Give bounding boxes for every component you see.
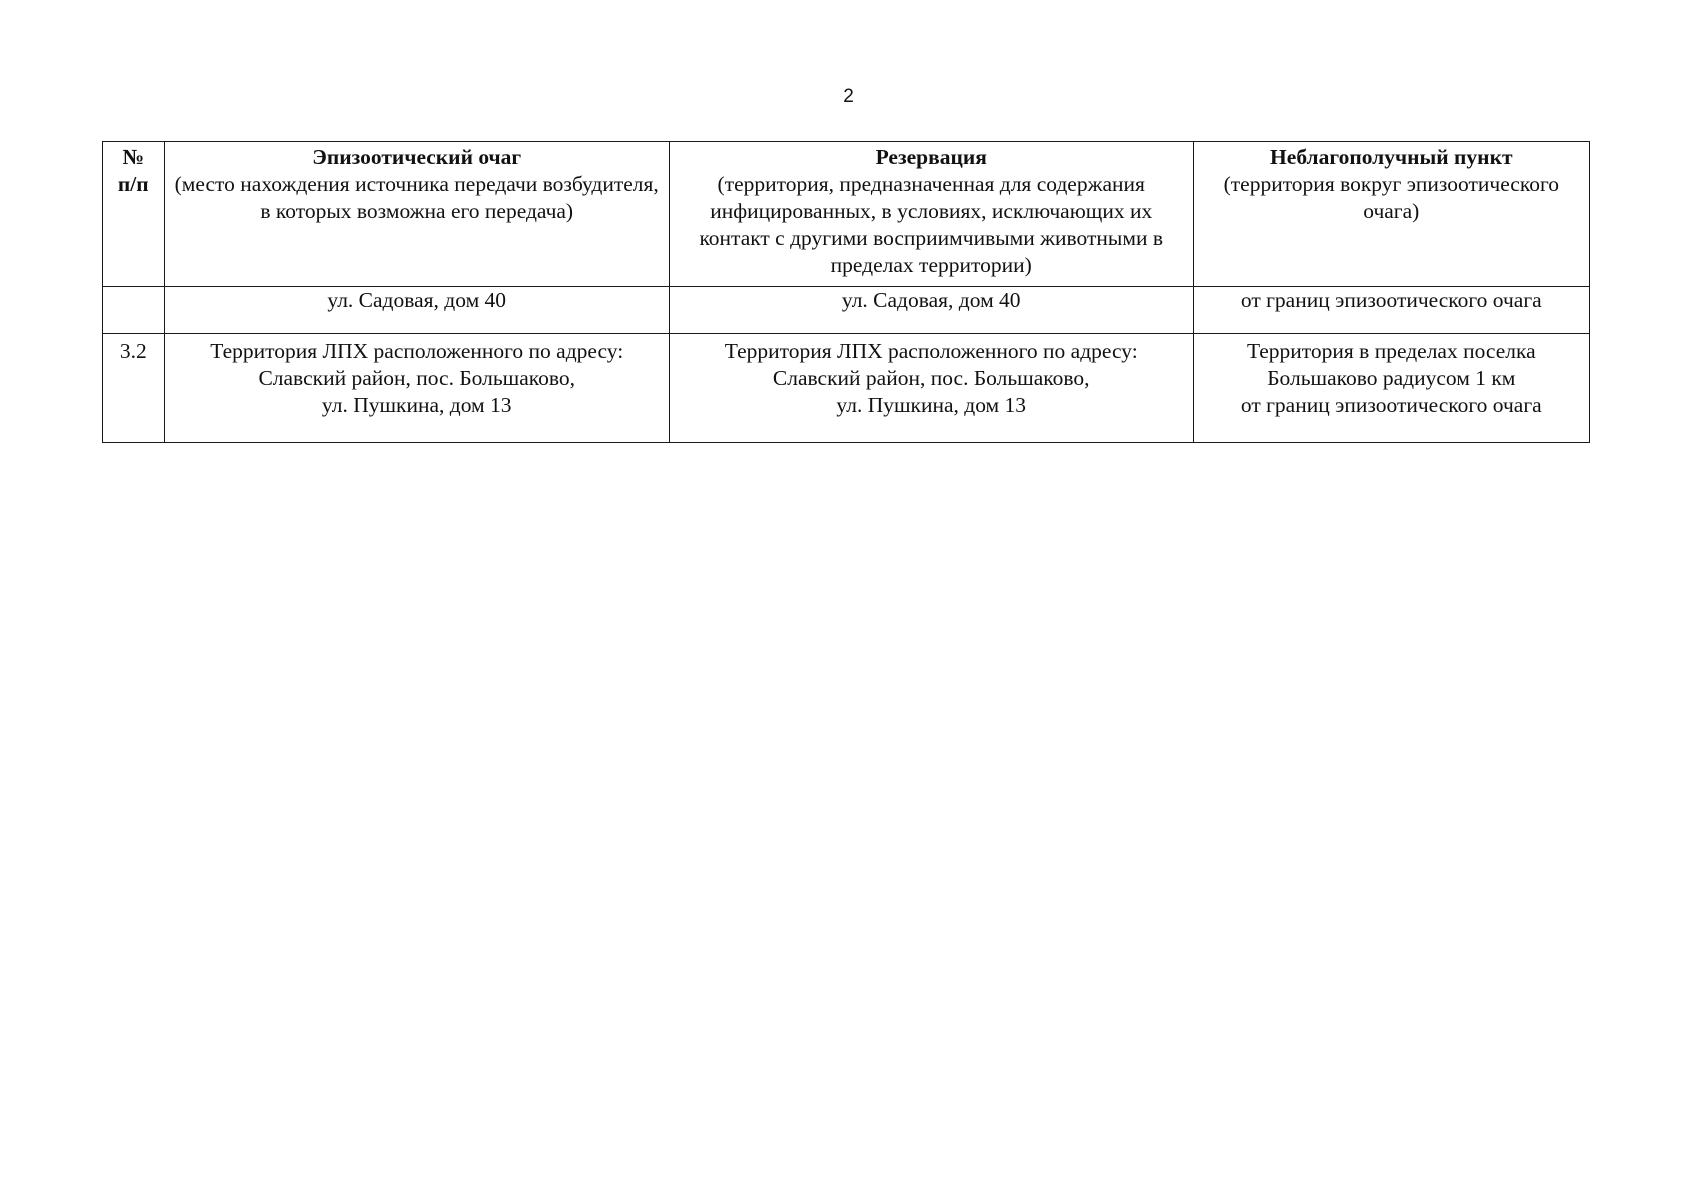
table-row	[103, 334, 1590, 443]
table-row	[103, 287, 1590, 334]
cell-line: Территория ЛПХ расположенного по адресу:	[210, 339, 624, 363]
cell-line: от границ эпизоотического очага	[1240, 393, 1542, 417]
header-focus-subtitle: (место нахождения источника передачи возбудителя, в которых возможна его передача)	[174, 172, 659, 223]
cell-focus	[164, 334, 669, 443]
cell-area	[1193, 334, 1589, 443]
cell-reserve	[669, 334, 1193, 443]
header-area-subtitle: (территория вокруг эпизоотического очага)	[1223, 172, 1559, 223]
zones-table	[102, 141, 1590, 443]
header-reserve-title: Резервация	[875, 145, 987, 169]
header-area-title: Неблагополучный пункт	[1270, 145, 1513, 169]
header-focus-title: Эпизоотический очаг	[312, 145, 522, 169]
cell-line: Славский район, пос. Большаково,	[258, 366, 576, 390]
header-focus	[164, 142, 669, 287]
cell-line: ул. Пушкина, дом 13	[836, 393, 1027, 417]
header-reserve	[669, 142, 1193, 287]
header-area	[1193, 142, 1589, 287]
cell-reserve: ул. Садовая, дом 40	[669, 287, 1193, 334]
cell-num: 3.2	[103, 334, 165, 443]
cell-focus: ул. Садовая, дом 40	[164, 287, 669, 334]
cell-line: Территория в пределах поселка	[1246, 339, 1536, 363]
cell-area: от границ эпизоотического очага	[1193, 287, 1589, 334]
cell-num	[103, 287, 165, 334]
page-number: 2	[843, 86, 854, 107]
header-num	[103, 142, 165, 287]
cell-line: ул. Пушкина, дом 13	[321, 393, 512, 417]
cell-line: Территория ЛПХ расположенного по адресу:	[724, 339, 1138, 363]
header-num-line1: №	[122, 145, 145, 169]
table-header-row	[103, 142, 1590, 287]
header-reserve-subtitle: (территория, предназначенная для содержания инфицированных, в условиях, исключающих их контакт с другими восприимчивыми животными в пределах территории)	[699, 172, 1163, 277]
cell-line: Большаково радиусом 1 км	[1267, 366, 1516, 390]
header-num-line2: п/п	[117, 172, 149, 196]
cell-line: Славский район, пос. Большаково,	[772, 366, 1090, 390]
